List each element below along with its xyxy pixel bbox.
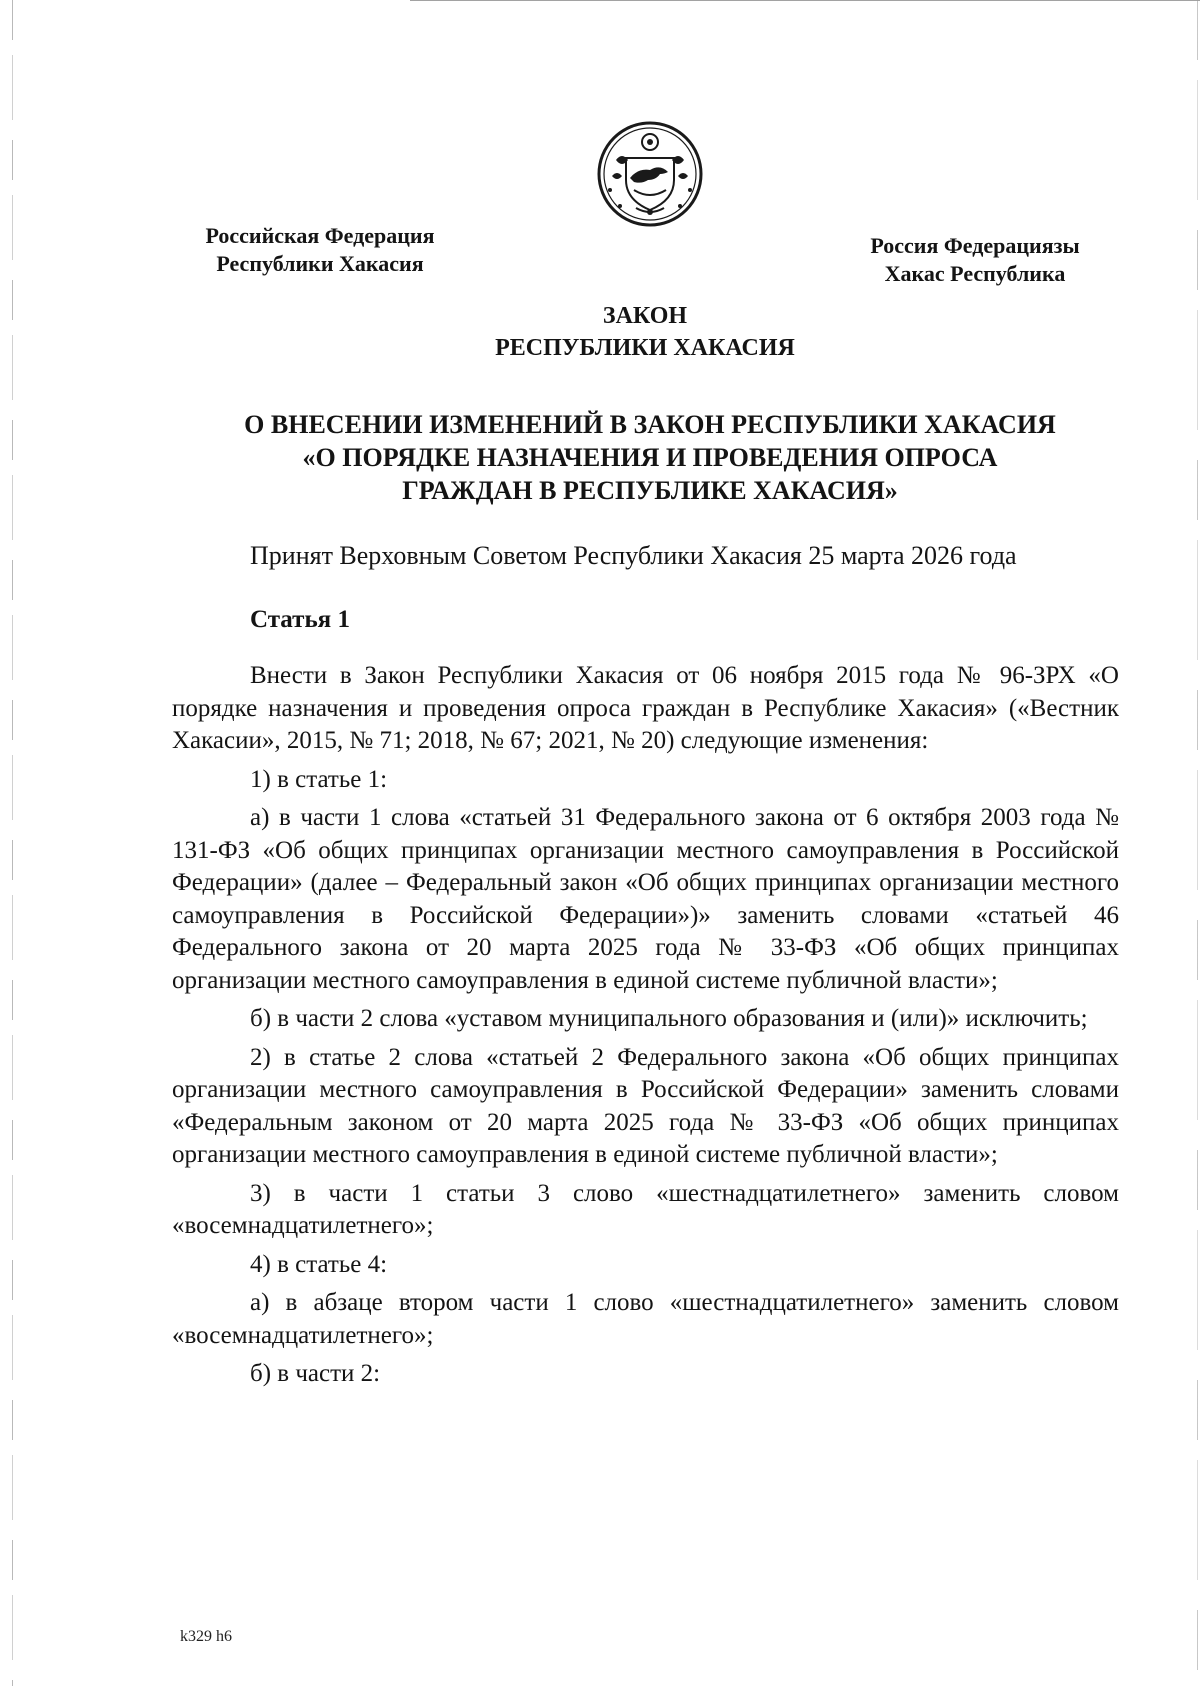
article-paragraph: 1) в статье 1: bbox=[250, 765, 388, 793]
article-paragraph: 4) в статье 4: bbox=[250, 1250, 388, 1278]
article-paragraph: а) в абзаце втором части 1 слово «шестнадцатилетнего» заменить словом «восемнадцатилетнего»; bbox=[172, 1289, 1119, 1349]
article-paragraph: а) в части 1 слова «статьей 31 Федерального закона от 6 октября 2003 года № 131-ФЗ «Об общих принципах организации местного самоуправления в Российской Федерации» (далее – Федеральный закон «Об общих принципах организации местного самоуправления в Российской Федерации»)» заменить словами «статьей 46 Федерального закона от 20 марта 2025 года № 33-ФЗ «Об общих принципах организации местного самоуправления в единой системе публичной власти»; bbox=[172, 804, 1119, 994]
law-subject-heading bbox=[200, 408, 1100, 507]
article-paragraph: б) в части 2: bbox=[250, 1360, 381, 1387]
article-heading: Статья 1 bbox=[250, 606, 350, 633]
scan-edge-top bbox=[410, 0, 1200, 1]
adoption-statement: Принят Верховным Советом Республики Хакасия 25 марта 2026 года bbox=[250, 541, 1017, 570]
law-title-line2: РЕСПУБЛИКИ ХАКАСИЯ bbox=[495, 335, 795, 361]
header-right-line2: Хакас Республика bbox=[884, 261, 1066, 286]
article-paragraph: Внести в Закон Республики Хакасия от 06 ноября 2015 года № 96-ЗРХ «О порядке назначения и проведения опроса граждан в Республике Хакасия» («Вестник Хакасии», 2015, № 71; 2018, № 67; 2021, № 20) следующие изменения: bbox=[172, 662, 1119, 754]
header-left-line1: Российская Федерация bbox=[205, 223, 435, 248]
law-subject-line2: «О ПОРЯДКЕ НАЗНАЧЕНИЯ И ПРОВЕДЕНИЯ ОПРОСА bbox=[302, 443, 998, 472]
law-title bbox=[0, 300, 1200, 364]
header-left-line2: Республики Хакасия bbox=[216, 251, 424, 276]
article-paragraph: б) в части 2 слова «уставом муниципального образования и (или)» исключить; bbox=[250, 1005, 1088, 1032]
coat-of-arms-emblem bbox=[596, 120, 704, 228]
header-right-line1: Россия Федерациязы bbox=[870, 233, 1080, 258]
article-paragraph: 2) в статье 2 слова «статьей 2 Федерального закона «Об общих принципах организации местного самоуправления в Российской Федерации» заменить словами «Федеральным законом от 20 марта 2025 года № 33-ФЗ «Об общих принципах организации местного самоуправления в единой системе публичной власти»; bbox=[172, 1043, 1119, 1168]
header-left-block bbox=[180, 222, 460, 278]
header-right-block bbox=[850, 232, 1100, 288]
scan-edge-left bbox=[12, 0, 13, 1686]
article-paragraph: 3) в части 1 статьи 3 слово «шестнадцатилетнего» заменить словом «восемнадцатилетнего»; bbox=[172, 1179, 1119, 1239]
law-subject-line1: О ВНЕСЕНИИ ИЗМЕНЕНИЙ В ЗАКОН РЕСПУБЛИКИ ХАКАСИЯ bbox=[244, 410, 1056, 439]
footer-document-code: k329 h6 bbox=[180, 1628, 232, 1645]
article-body bbox=[172, 660, 1119, 1391]
law-title-line1: ЗАКОН bbox=[602, 303, 688, 329]
law-subject-line3: ГРАЖДАН В РЕСПУБЛИКЕ ХАКАСИЯ» bbox=[402, 476, 898, 505]
scan-edge-right bbox=[1197, 0, 1198, 1686]
